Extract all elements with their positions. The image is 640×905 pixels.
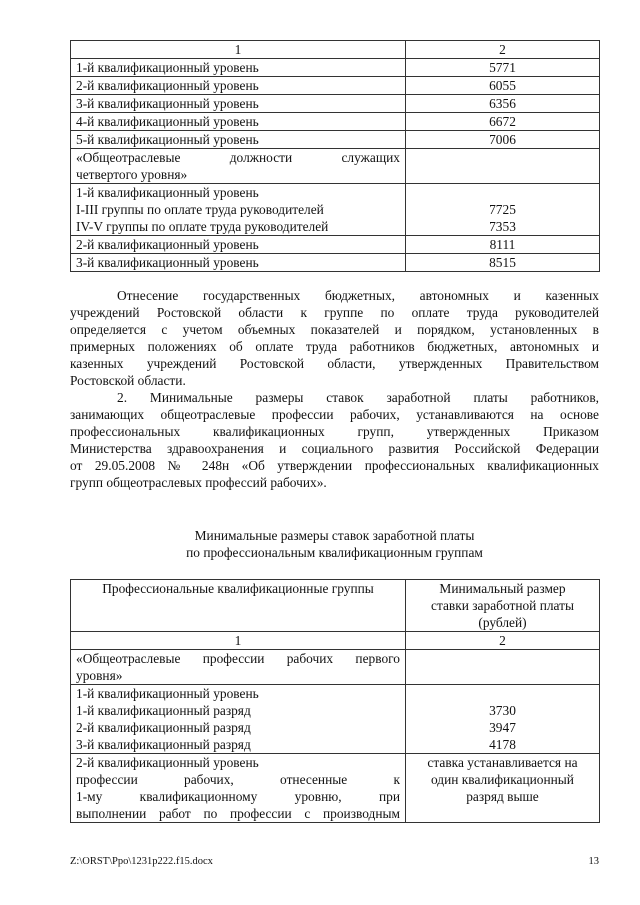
row-value-empty bbox=[406, 650, 600, 685]
table-row bbox=[71, 254, 600, 272]
footer-file-path: Z:\ORST\Ppo\1231p222.f15.docx bbox=[70, 856, 213, 867]
qualification-table-1 bbox=[70, 40, 600, 272]
label-line: 2-й квалификационный разряд bbox=[76, 720, 251, 735]
paragraph-line: Ростовской области. bbox=[70, 373, 186, 388]
row-label bbox=[71, 650, 406, 685]
header-line: Минимальный размер bbox=[439, 581, 566, 596]
row-label: 2-й квалификационный уровень bbox=[71, 77, 406, 95]
table-row bbox=[71, 59, 600, 77]
row-label: 5-й квалификационный уровень bbox=[71, 131, 406, 149]
paragraph-line: казенных учреждений Ростовской области, утвержденных Правительством bbox=[70, 356, 599, 371]
paragraph-line: учреждений Ростовской области к группе по оплате труда руководителей bbox=[70, 305, 599, 320]
row-value: 6055 bbox=[406, 77, 600, 95]
table-caption bbox=[70, 527, 599, 561]
row-value bbox=[406, 754, 600, 823]
table-row bbox=[71, 184, 600, 236]
value-line: один квалификационный bbox=[431, 772, 574, 787]
value-line bbox=[411, 184, 594, 201]
value-line bbox=[411, 685, 594, 702]
row-value: 5771 bbox=[406, 59, 600, 77]
label-line: четвертого уровня» bbox=[76, 167, 188, 182]
row-value bbox=[406, 184, 600, 236]
row-label bbox=[71, 754, 406, 823]
label-line: 1-му квалификационному уровню, при bbox=[76, 789, 400, 804]
table-row-col-numbers bbox=[71, 41, 600, 59]
paragraph-group-assignment bbox=[70, 287, 599, 389]
label-line: выполнении работ по профессии с производным bbox=[76, 806, 400, 821]
row-label bbox=[71, 685, 406, 754]
header-groups: Профессиональные квалификационные группы bbox=[71, 580, 406, 632]
paragraph-line: Отнесение государственных бюджетных, автономных и казенных bbox=[117, 288, 599, 303]
label-line: 1-й квалификационный разряд bbox=[76, 703, 251, 718]
row-label bbox=[71, 184, 406, 236]
value-line: 3947 bbox=[489, 720, 516, 735]
paragraph-line: от 29.05.2008 № 248н «Об утверждении профессиональных квалификационных bbox=[70, 458, 599, 473]
caption-line: по профессиональным квалификационным группам bbox=[186, 545, 483, 560]
col-number-1: 1 bbox=[71, 41, 406, 59]
paragraph-line: примерных положениях об оплате труда работников бюджетных, автономных и bbox=[70, 339, 599, 354]
header-min-wage bbox=[406, 580, 600, 632]
value-line: 4178 bbox=[489, 737, 516, 752]
row-value: 8515 bbox=[406, 254, 600, 272]
table-row bbox=[71, 95, 600, 113]
paragraph-line: занимающих общеотраслевые профессии рабочих, устанавливаются на основе bbox=[70, 407, 599, 422]
table-row-group-header bbox=[71, 650, 600, 685]
row-value: 8111 bbox=[406, 236, 600, 254]
paragraph-line: определяется с учетом объемных показателей и порядком, установленных в bbox=[70, 322, 599, 337]
label-line: 2-й квалификационный уровень bbox=[76, 755, 259, 770]
row-value-empty bbox=[406, 149, 600, 184]
paragraph-line: профессиональных квалификационных групп, утвержденных Приказом bbox=[70, 424, 599, 439]
col-number-1: 1 bbox=[71, 632, 406, 650]
col-number-2: 2 bbox=[406, 632, 600, 650]
paragraph-line: групп общеотраслевых профессий рабочих». bbox=[70, 475, 327, 490]
paragraph-line: Министерства здравоохранения и социального развития Российской Федерации bbox=[70, 441, 599, 456]
value-line: 7725 bbox=[489, 202, 516, 217]
label-line: 1-й квалификационный уровень bbox=[76, 185, 259, 200]
label-line: 1-й квалификационный уровень bbox=[76, 686, 259, 701]
value-line: ставка устанавливается на bbox=[427, 755, 578, 770]
label-line: 3-й квалификационный разряд bbox=[76, 737, 251, 752]
row-value bbox=[406, 685, 600, 754]
table-row bbox=[71, 754, 600, 823]
row-label: 3-й квалификационный уровень bbox=[71, 254, 406, 272]
col-number-2: 2 bbox=[406, 41, 600, 59]
label-line: профессии рабочих, отнесенные к bbox=[76, 772, 400, 787]
table-row-col-numbers bbox=[71, 632, 600, 650]
table-row bbox=[71, 77, 600, 95]
qualification-table-2 bbox=[70, 579, 600, 823]
caption-line: Минимальные размеры ставок заработной платы bbox=[194, 528, 475, 543]
row-label: 4-й квалификационный уровень bbox=[71, 113, 406, 131]
table-header-row bbox=[71, 580, 600, 632]
paragraph-minimum-wage-workers bbox=[70, 389, 599, 491]
label-line: уровня» bbox=[76, 668, 123, 683]
row-label: 3-й квалификационный уровень bbox=[71, 95, 406, 113]
row-value: 6672 bbox=[406, 113, 600, 131]
value-line: 3730 bbox=[489, 703, 516, 718]
row-label bbox=[71, 149, 406, 184]
label-line: «Общеотраслевые должности служащих bbox=[76, 150, 400, 165]
row-value: 7006 bbox=[406, 131, 600, 149]
row-label: 1-й квалификационный уровень bbox=[71, 59, 406, 77]
row-label: 2-й квалификационный уровень bbox=[71, 236, 406, 254]
label-line: I-III группы по оплате труда руководителей bbox=[76, 202, 324, 217]
label-line: «Общеотраслевые профессии рабочих первого bbox=[76, 651, 400, 666]
paragraph-line: 2. Минимальные размеры ставок заработной платы работников, bbox=[117, 390, 599, 405]
table-row bbox=[71, 236, 600, 254]
header-line: ставки заработной платы bbox=[431, 598, 574, 613]
value-line: разряд выше bbox=[466, 789, 539, 804]
label-line: IV-V группы по оплате труда руководителей bbox=[76, 219, 329, 234]
table-row bbox=[71, 131, 600, 149]
value-line: 7353 bbox=[489, 219, 516, 234]
footer-page-number: 13 bbox=[588, 856, 599, 867]
row-value: 6356 bbox=[406, 95, 600, 113]
table-row bbox=[71, 113, 600, 131]
table-row-group-header bbox=[71, 149, 600, 184]
header-line: (рублей) bbox=[478, 615, 527, 630]
table-row bbox=[71, 685, 600, 754]
